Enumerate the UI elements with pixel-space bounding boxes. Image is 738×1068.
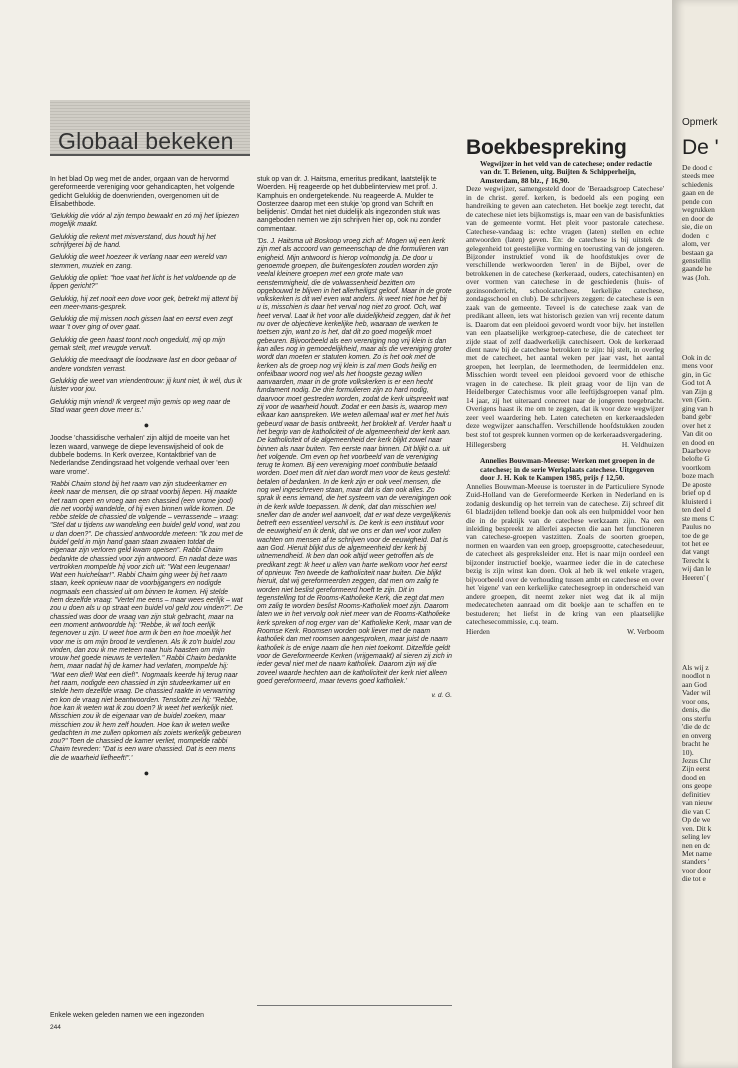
- right-page-title: De ': [682, 136, 719, 159]
- right-page-line: Terecht k: [682, 555, 710, 565]
- right-page-line: steeds mee: [682, 171, 715, 181]
- letter-body: 'Ds. J. Haitsma uit Boskoop vroeg zich af: Mogen wij een kerk zijn met als accoord van gemeenschap de drie formulieren van enigheid. Mijn antwoord is hierop volmondig ja. De door u genoemde groepen, die buitengesloten zouden worden zijn veelal kleinere groepen met een grote mate van eenstemmigheid, die de volwassenheid bezitten om opgebouwd te blijven in het allerheiligst geloof. Maar in de grote volkskerken is dit wel even wat anders. Ik weet niet hoe het bij u is, misschien is daar het verval nog niet zo groot. Och, wat heet verval. Laat ik het voor alle duidelijkheid zeggen, dat ik het nu over de objectieve kerkelijke heb, waaraan de werken te toetsen zijn, want zo is het, dat dit zo goed mogelijk moet gebeuren. Bijvoorbeeld als een vereniging nog vrij klein is dan kan alles nog in gemoedelijkheid, maar als die vereniging groter wordt dan moeten er statuten komen. Zo is het ook met de kerken als de groep nog vrij klein is zal men Gods heilig en onfeilbaar woord nog wel als het hoogste gezag willen aanvaarden, maar in de grote volkskerken is er een hecht fundament nodig. De drie formulieren zijn zo hard nodig, daarvoor moet gestreden worden, zodat de kerk uitspreekt wat zij voor de waarheid houdt. Zodat er een basis is, waarop men elkaar kan aanspreken. We weten allemaal wat er met het huis gebeurd waar de basis ontbreekt, het brokkelt af. Verder haalt u het begrip van de katholiciteit of de algemeenheid der kerk aan. De katholiciteit of de algemeenheid der kerk blijkt zowel naar binnen als naar buiten. Ten eerste naar binnen. Dit blijkt o.a. uit het volgende. Om even op het voorbeeld van de vereniging terug te komen. Bij een vereniging moet contributie betaald worden. Doet men dit niet dan wordt men voor de keus gesteld: betalen of bedanken. In de kerk zijn er ook veel mensen, die nog wel ingeschreven staan, maar dat is dan ook alles. Zo sprak ik eens iemand, die het systeem van de verenigingen ook in de kerk wilde toepassen. Ik denk, dat dan misschien wel sneller dan de ander wel aanvoelt, dat er wat deze vergelijkenis betreft een essentieel verschil is. De kerk is een instituut voor de eeuwigheid en ik denk, dat we ons er dan wel voor zullen wachten om mensen af te schrijven voor de eeuwigheid. Dat is aan God. Hieruit blijkt dus de algemeenheid der kerk bij uitnemendheid. Ik ben dan ook altijd weer getroffen als de predikant zegt: Ik heet u allen van harte welkom voor het eerst of opnieuw. Ten tweede de katholiciteit naar buiten. Die blijkt hieruit, dat wij gereformeerden zeggen, dat men om zalig te worden niet beslist gereformeerd hoeft te zijn. Dit in tegenstelling tot de Rooms-Katholieke Kerk, die zegt dat men om zalig te worden beslist Rooms-Katholiek moet zijn. Daarom laten we in het vervolg ook niet meer van de Rooms-Katholieke kerk spreken of nog erger van de' Katholieke Kerk, maar van de Roomse Kerk. Roomsen worden ook liever met de naam katholiek dan met roomsen aangesproken, maar juist de naam katholiek is de enige naam die hen niet toekomt. Ditzelfde geldt voor de Gereformeerde Kerken (vrijgemaakt) al sieren zij zich in ieder geval niet met de naam katholiek. Daarom zijn wij die zoveel waarde hechten aan de katholiciteit der kerk niet alleen goed gereformeerd, maar tevens goed katholiek.': [257, 238, 452, 685]
- right-page-line: standers ': [682, 857, 710, 867]
- review-column: [466, 160, 664, 645]
- right-page-line: bracht he: [682, 739, 710, 749]
- right-page-line: sie, die on: [682, 222, 713, 232]
- poem-stanza: Gelukkig die rekent met misverstand, dus houdt hij het schrijfgerei bij de hand.: [50, 233, 216, 250]
- right-page-line: alom, ver: [682, 239, 710, 249]
- right-page-line: tot het ee: [682, 538, 710, 548]
- right-page-line: die van C: [682, 806, 711, 816]
- poem-stanza: Gelukkig die opliet: "hoe vaat het licht is het voldoende op de lippen gericht?": [50, 274, 236, 291]
- book1-review: Deze wegwijzer, samengesteld door de 'Beraadsgroep Catechese' in de christ. geref. kerken, is bedoeld als een poging een handreiking te geven aan catecheten. Het boekje zegt terecht, dat de catechese niet iets bijkomstigs is, maar een van de basisfunkties van de gemeente vormt. Het pleit voor pastorale catechese. Catechese-vandaag is: echte vragen (laten) stellen en echte antwoorden (laten) geven. En: de catechese is bij uitstek de gelegenheid tot geestelijke vorming en toerusting van de jongeren. Bijzonder instruktief vond ik de hoofdstukjes over de verschillende werkwoorden 'leren' in de Bijbel, over de betrokkenen in de catechese (kerkeraad, ouders, catechisanten) en over vormen van catechese in de geschiedenis (huis- of gezinsonderricht, schoolcatechese, kerkelijke catechese, zondagsschool en club). De schrijvers zeggen: de catechese is een zaak van de gemeente. Teveel is de catechese zaak van de predikant alleen, iets wat historisch gezien van vrij recente datum is. Daarom dat een pleidooi gevoerd wordt voor bijv. het instellen van een plaatselijke werkgroep-catechese, die de catecheet ter zijde staat of zelf daadwerkelijk catechiseert. Ook de kerkeraad dient nauw bij de catechese betrokken te zijn: hij stelt, in overleg met de catecheet, het aantal weken per jaar vast, het aantal groepen, het leerplan, de leermethoden, de leermiddelen enz. Misschien wordt teveel een pleidooi gevoerd voor de ethische vragen in de catechese. Ik pleit graag voor de lijn van de Heidelberger Catechismus voor alle leeftijdsgroepen vanaf plm. 14 jaar, zij het uiteraard concreet naar de jongeren toegebracht. Overigens haast ik me om te zeggen, dat ik voor deze wegwijzer zeer veel waardering heb. Laten catecheten en kerkeraadsleden deze wegwijzer aanschaffen. Verschillende hoofdstukken zouden best stof tot gesprek kunnen vormen op de kerkeraadsvergadering.: [466, 184, 664, 439]
- right-page-line: mens voor: [682, 361, 713, 371]
- chassid-story: 'Rabbi Chaim stond bij het raam van zijn studeerkamer en keek naar de mensen, die op straat voorbij liepen. Hij maakte het raam open en vroeg aan een chassied (een vrome jood) die net voorbij wandelde, of hij even binnen wilde komen. De rebbe stelde de chassied de volgende – verrassende – vraag: "Stel dat u tijdens uw wandeling een buidel geld vond, wat zou u dan doen?". De chassied antwoordde meteen: "Ik zou met de buidel geld in mijn hand gaan staan zwaaien totdat de eigenaar zijn verloren geld kwam opeisen". Rabbi Chaim bedankte de chassied voor zijn antwoord. En nadat deze was vertrokken mompelde hij voor zich uit: "Wat een leugenaar! Wat een huichelaar!". Rabbi Chaim ging weer bij het raam staan, keek opnieuw naar de voorbijgangers en nodigde nogmaals een chassied uit om binnen te komen. Hij stelde hem dezelfde vraag: "Vertel me eens – maar wees eerlijk – wat zou u doen als u op straat een buidel vol geld zou vinden?". De chassied was door de vraag van zijn stuk gebracht, maar na een moment antwoordde hij: "Rebbe, ik wil toch eerlijk tegenover u zijn. U weet hoe arm ik ben en hoe moeilijk het voor me is om mijn brood te verdienen. Als ik zo'n buidel zou vinden, dan zou ik me meteen naar huis haasten om mijn vrouw het goede nieuws te vertellen." Rabbi Chaim bedankte hem, maar nadat hij de kamer had verlaten, mompelde hij: "Wat een dief! Wat een dief!". Nogmaals keerde hij terug naar het raam, nodigde een chassied in zijn studeerkamer uit en stelde hem dezelfde vraag. De chassied raakte in verwarring en kon de vraag niet beantwoorden. Tenslotte zei hij: "Rebbe, hoe kan ik weten wat ik zou doen? Ik weet het werkelijk niet. Misschien zou ik de eigenaar van de buidel zoeken, maar misschien zou ik hem zelf houden. Hoe kan ik weten welke gedachten in me zullen opkomen als zoiets werkelijk gebeuren zou?" Toen de chassied de kamer verliet, mompelde rabbi Chaim tevreden: "Dat is een ware chassied. Dat is een mens die de waarheid liefheeft!".': [50, 480, 243, 762]
- right-page-line: schiedenis: [682, 179, 713, 189]
- poem-stanza: Gelukkig die mij missen noch gissen laat en eerst even zegt waar 't over ging of over gaat.: [50, 316, 233, 332]
- right-page-line: bestaan ga: [682, 247, 713, 257]
- right-page-line: toe de ge: [682, 530, 709, 540]
- column-1: [50, 176, 243, 783]
- column-2: [257, 176, 452, 700]
- right-page-text-block-3: [682, 664, 713, 884]
- book1-heading: Wegwijzer in het veld van de catechese; onder redactie van dr. T. Brienen, uitg. Buijten & Schipperheijn, Amsterdam, 88 blz., ƒ 16,90.: [480, 159, 653, 185]
- right-page-line: voor door: [682, 865, 711, 875]
- poem-stanza: Gelukkig die meedraagt die loodzware last en door gebaar of andere vondsten verrast.: [50, 357, 237, 373]
- page-number: 244: [50, 1024, 61, 1031]
- book2-place: Hierden: [466, 627, 490, 637]
- column-2-bottom-rule: [257, 1005, 452, 1006]
- right-page-line: band gebr: [682, 412, 712, 422]
- right-page-line: gaande he: [682, 264, 712, 274]
- section-title: Globaal bekeken: [58, 128, 234, 154]
- book2-review: Annelies Bouwman-Meeuse is toeruster in de Particuliere Synode Zuid-Holland van de Gereformeerde Kerken in Nederland en is zodanig deskundig op het terrein van de catechese. Zij schreef dit 61 bladzijden tellend boekje dan ook als een hulpmiddel voor hen die in de praktijk van de catechese werkzaam zijn. Na een inleiding bespreekt ze allerlei aspecten die aan het functioneren van catechese-groepen vastzitten. Zoals de soorten groepen, normen en waarden van een groep, groepsgrootte, catechesedeuur, de catecheet als gespreksleider enz. Het is naar mijn oordeel een bijzonder instructief boekje, waarmee ieder die in de catechese bezig is zijn winst kan doen. Ook al heb ik wel enkele vragen, bijvoorbeeld over de verhouding tussen ambt en catechese en over het 'eigene' van een kerkelijke catechesegroep in onderscheid van andere groepen, dit neemt zeker niet weg dat ik al mijn medecatecheten aanraad om dit boekje aan te schaffen en te bestuderen; het liefst in de kring van een plaatselijke catechesecommissie, c.q. team.: [466, 481, 664, 627]
- right-page-line: ten deel d: [682, 505, 711, 515]
- right-page-line: aan God: [682, 679, 707, 689]
- right-page-line: ven (Gen.: [682, 395, 712, 405]
- right-page-line: kluisterd i: [682, 496, 712, 506]
- right-page-line: voortkom: [682, 462, 711, 472]
- right-page-line: dat vangt: [682, 547, 710, 557]
- right-page-line: wegrukken: [682, 205, 715, 215]
- right-page-line: Van dit oo: [682, 429, 713, 439]
- right-page-line: 10).: [682, 747, 694, 757]
- poem-stanza: 'Gelukkig die vóór al zijn tempo bewaakt en zó mij het lipiezen mogelijk maakt.: [50, 213, 239, 229]
- right-page-line: wij dan le: [682, 564, 712, 574]
- right-page-text-block-1: [682, 164, 715, 282]
- poem-stanza: Gelukkig die weet van vriendentrouw: jij kunt niet, ik wél, dus ik luister voor jou.: [50, 377, 242, 394]
- letter-intro: stuk op van dr. J. Haitsma, emeritus predikant, laatstelijk te Woerden. Hij reageerde op het dubbelinterview met prof. J. Kamphuis en ondergetekende. Nu reageerde A. Mulder te Oosterzee daarop met een stukje 'op grond van Schrift en belijdenis'. Omdat het niet duidelijk als ingezonden stuk was aangeboden nemen we zijn schrijven hier op, ook nu zonder commentaar.: [257, 176, 441, 233]
- intro-paragraph: In het blad Op weg met de ander, orgaan van de hervormd gereformeerde vereniging voor gehandicapten, het volgende gedicht Gelukkig de doenvrienden, overgenomen uit de Elisabethbode.: [50, 176, 235, 208]
- right-page-line: pende con: [682, 196, 713, 206]
- right-page-line: belofte G: [682, 454, 710, 464]
- right-page-line: gin, in Gc: [682, 369, 712, 379]
- right-page-heading: Opmerk: [682, 117, 718, 128]
- letter-signature: v. d. G.: [431, 692, 452, 700]
- right-page-line: was (Joh.: [682, 272, 710, 282]
- right-page-line: De dood c: [682, 163, 713, 172]
- right-page-line: God tot A: [682, 378, 712, 388]
- right-page-line: ven. Dit k: [682, 823, 712, 833]
- right-page-line: Met name: [682, 848, 712, 858]
- right-page-line: Zijn eerst: [682, 764, 711, 774]
- right-page-line: Ook in dc: [682, 353, 712, 362]
- right-page-line: doden c: [682, 230, 709, 240]
- right-page-line: boze mach: [682, 471, 714, 481]
- right-page-line: en onverg: [682, 730, 712, 740]
- column-1-last-line: Enkele weken geleden namen we een ingezonden: [50, 1012, 205, 1019]
- right-page-line: genstellin: [682, 255, 711, 265]
- right-page-line: denis, die: [682, 705, 711, 715]
- poem-stanza: Gelukkig die weet hoezeer ik verlang naar een wereld van stemmen, muziek en zang.: [50, 254, 227, 270]
- chassid-intro: Joodse 'chassidische verhalen' zijn altijd de moeite van het lezen waard, vanwege de diepe levenswijsheid of ook de dubbele bodems. In Kerk overzee, Kontaktbrief van de Nederlandse Zendingsraad het volgende verhaal over 'een ware vrome'.: [50, 435, 230, 476]
- book2-signature: [466, 628, 664, 636]
- right-page-line: ons sterfu: [682, 713, 711, 723]
- book2-heading: Annelies Bouwman-Meeuse: Werken met groepen in de catechese; in de serie Werkplaats catechese. Uitgegeven door J. H. Kok te Kampen 1985, prijs ƒ 12,50.: [480, 456, 655, 483]
- right-page-line: Op de we: [682, 815, 711, 825]
- right-page-line: Vader wil: [682, 688, 711, 698]
- right-page-line: nen en dc: [682, 840, 711, 850]
- poem-stanza: Gelukkig die geen haast toont noch ongeduld, mij op mijn gemak stelt, met vreugde vervult.: [50, 336, 226, 353]
- right-page-line: ons geope: [682, 781, 712, 791]
- book1-place: Hillegersberg: [466, 439, 507, 449]
- right-page-line: De aposte: [682, 479, 712, 489]
- right-page-line: die tot e: [682, 874, 706, 884]
- section-bullet-2: ●: [143, 768, 150, 778]
- right-page-line: Als wij z: [682, 663, 709, 672]
- right-page-line: voor ons,: [682, 696, 710, 706]
- book1-reviewer: H. Veldhuizen: [621, 439, 664, 449]
- right-page-line: ste mens C: [682, 513, 715, 523]
- right-page-line: dood en: [682, 772, 706, 782]
- right-page-line: seling lev: [682, 832, 711, 842]
- poem-stanza: Gelukkig, hij zet nooit een dove voor gek, betrekt mij attent bij een meer-mans-gesprek.: [50, 295, 238, 311]
- right-page-text-block-2: [682, 354, 714, 582]
- right-page-line: van Zijn g: [682, 386, 713, 396]
- right-page-line: gaan en de: [682, 188, 714, 198]
- right-page-line: en dood en: [682, 437, 715, 447]
- poem-stanza: Gelukkig mijn vriend! Ik vergeet mijn gemis op weg naar de Stad waar geen dove meer is.': [50, 398, 231, 414]
- right-page-line: over het z: [682, 420, 712, 430]
- right-page-line: definitiev: [682, 789, 711, 799]
- review-title: Boekbespreking: [466, 136, 627, 159]
- right-page-line: 'die de dc: [682, 722, 711, 732]
- right-page-line: Daarbove: [682, 445, 711, 455]
- section-bullet: ●: [143, 420, 150, 431]
- right-page-line: noodlot n: [682, 671, 711, 681]
- right-page-line: Heeren' (: [682, 572, 709, 582]
- right-page-line: Paulus no: [682, 522, 711, 532]
- right-page-line: en door de: [682, 213, 714, 223]
- right-page-line: van nieuw: [682, 798, 713, 808]
- right-page-line: Jezus Chr: [682, 755, 711, 765]
- right-page-line: brief op d: [682, 488, 711, 498]
- right-page-line: ging van h: [682, 403, 714, 413]
- right-page-fragment: [672, 0, 738, 1068]
- book2-reviewer: W. Verboom: [627, 627, 664, 637]
- book1-signature: [466, 441, 664, 449]
